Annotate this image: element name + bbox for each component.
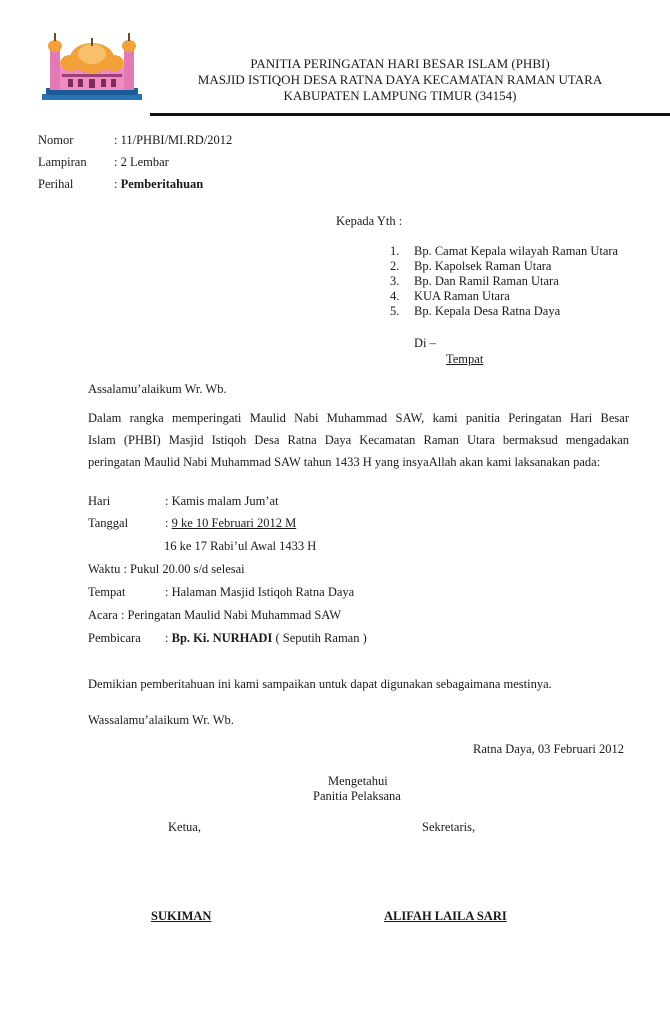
tanggal-colon: : <box>165 516 172 530</box>
list-number: 2. <box>390 259 400 273</box>
hari-label: Hari <box>88 494 111 508</box>
list-number: 4. <box>390 289 400 303</box>
list-item <box>390 259 618 274</box>
mosque-logo <box>38 30 146 102</box>
perihal-value-row <box>114 177 203 192</box>
tempat-detail-label: Tempat <box>88 585 126 599</box>
acara: Acara : Peringatan Maulid Nabi Muhammad SAW <box>88 608 342 622</box>
pembicara-colon: : <box>165 631 172 645</box>
pembicara-label: Pembicara <box>88 631 141 645</box>
greeting: Assalamu’alaikum Wr. Wb. <box>88 382 227 396</box>
ketua-label: Ketua, <box>168 820 201 834</box>
sekretaris-label: Sekretaris, <box>422 820 476 834</box>
list-text: Bp. Camat Kepala wilayah Raman Utara <box>414 244 619 258</box>
mengetahui: Mengetahui <box>328 774 388 788</box>
perihal-label: Perihal <box>38 177 74 191</box>
body-paragraph-line-1: Dalam rangka memperingati Maulid Nabi Muhammad SAW, kami panitia Peringatan Hari Besar <box>88 411 629 425</box>
nomor-value: : 11/PHBI/MI.RD/2012 <box>114 133 233 147</box>
list-text: Bp. Kapolsek Raman Utara <box>414 259 552 273</box>
tanggal-value-row <box>165 516 296 531</box>
pembicara-row <box>165 631 367 646</box>
list-number: 1. <box>390 244 400 258</box>
panitia-pelaksana: Panitia Pelaksana <box>313 789 401 803</box>
tanggal-hijri: 16 ke 17 Rabi’ul Awal 1433 H <box>164 539 317 553</box>
list-item <box>390 289 618 304</box>
letterhead-address: KABUPATEN LAMPUNG TIMUR (34154) <box>283 88 517 103</box>
tempat-detail-value: : Halaman Masjid Istiqoh Ratna Daya <box>165 585 355 599</box>
list-text: KUA Raman Utara <box>414 289 510 303</box>
pembicara-origin: ( Seputih Raman ) <box>272 631 367 645</box>
hari-value: : Kamis malam Jum’at <box>165 494 279 508</box>
body-paragraph-line-2: Islam (PHBI) Masjid Istiqoh Desa Ratna Daya Kecamatan Raman Utara bermaksud mengadakan <box>88 433 629 447</box>
waktu: Waktu : Pukul 20.00 s/d selesai <box>88 562 245 576</box>
place-date: Ratna Daya, 03 Februari 2012 <box>473 742 625 756</box>
recipient-list <box>390 244 618 319</box>
closing-salam: Wassalamu’alaikum Wr. Wb. <box>88 713 234 727</box>
closing-paragraph: Demikian pemberitahuan ini kami sampaikan untuk dapat digunakan sebagaimana mestinya. <box>88 677 552 691</box>
tempat-label: Tempat <box>446 352 484 366</box>
body-paragraph-line-3: peringatan Maulid Nabi Muhammad SAW tahun 1433 H yang insyaAllah akan kami laksanakan pada: <box>88 455 601 469</box>
perihal-colon: : <box>114 177 121 191</box>
di-label: Di – <box>414 336 436 350</box>
letterhead-organization: MASJID ISTIQOH DESA RATNA DAYA KECAMATAN RAMAN UTARA <box>197 72 603 87</box>
letterhead-title: PANITIA PERINGATAN HARI BESAR ISLAM (PHBI) <box>250 56 550 71</box>
list-item <box>390 274 618 289</box>
tanggal-value: 9 ke 10 Februari 2012 M <box>171 516 297 530</box>
ketua-name: SUKIMAN <box>151 909 212 923</box>
kepada-yth: Kepada Yth : <box>336 214 403 228</box>
header-divider <box>150 113 670 116</box>
lampiran-label: Lampiran <box>38 155 87 169</box>
list-text: Bp. Dan Ramil Raman Utara <box>414 274 559 288</box>
list-item <box>390 304 618 319</box>
list-item <box>390 244 618 259</box>
list-number: 3. <box>390 274 400 288</box>
tanggal-label: Tanggal <box>88 516 129 530</box>
perihal-value: Pemberitahuan <box>120 177 204 191</box>
sekretaris-name: ALIFAH LAILA SARI <box>384 909 507 923</box>
list-number: 5. <box>390 304 400 318</box>
list-text: Bp. Kepala Desa Ratna Daya <box>414 304 561 318</box>
nomor-label: Nomor <box>38 133 74 147</box>
lampiran-value: : 2 Lembar <box>114 155 169 169</box>
pembicara-name: Bp. Ki. NURHADI <box>171 631 273 645</box>
